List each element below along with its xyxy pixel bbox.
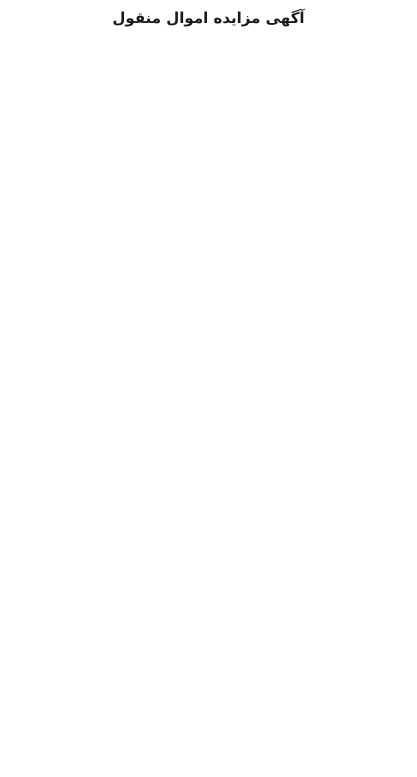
notice-title: آگهی مزایده اموال منقول [112,9,305,27]
